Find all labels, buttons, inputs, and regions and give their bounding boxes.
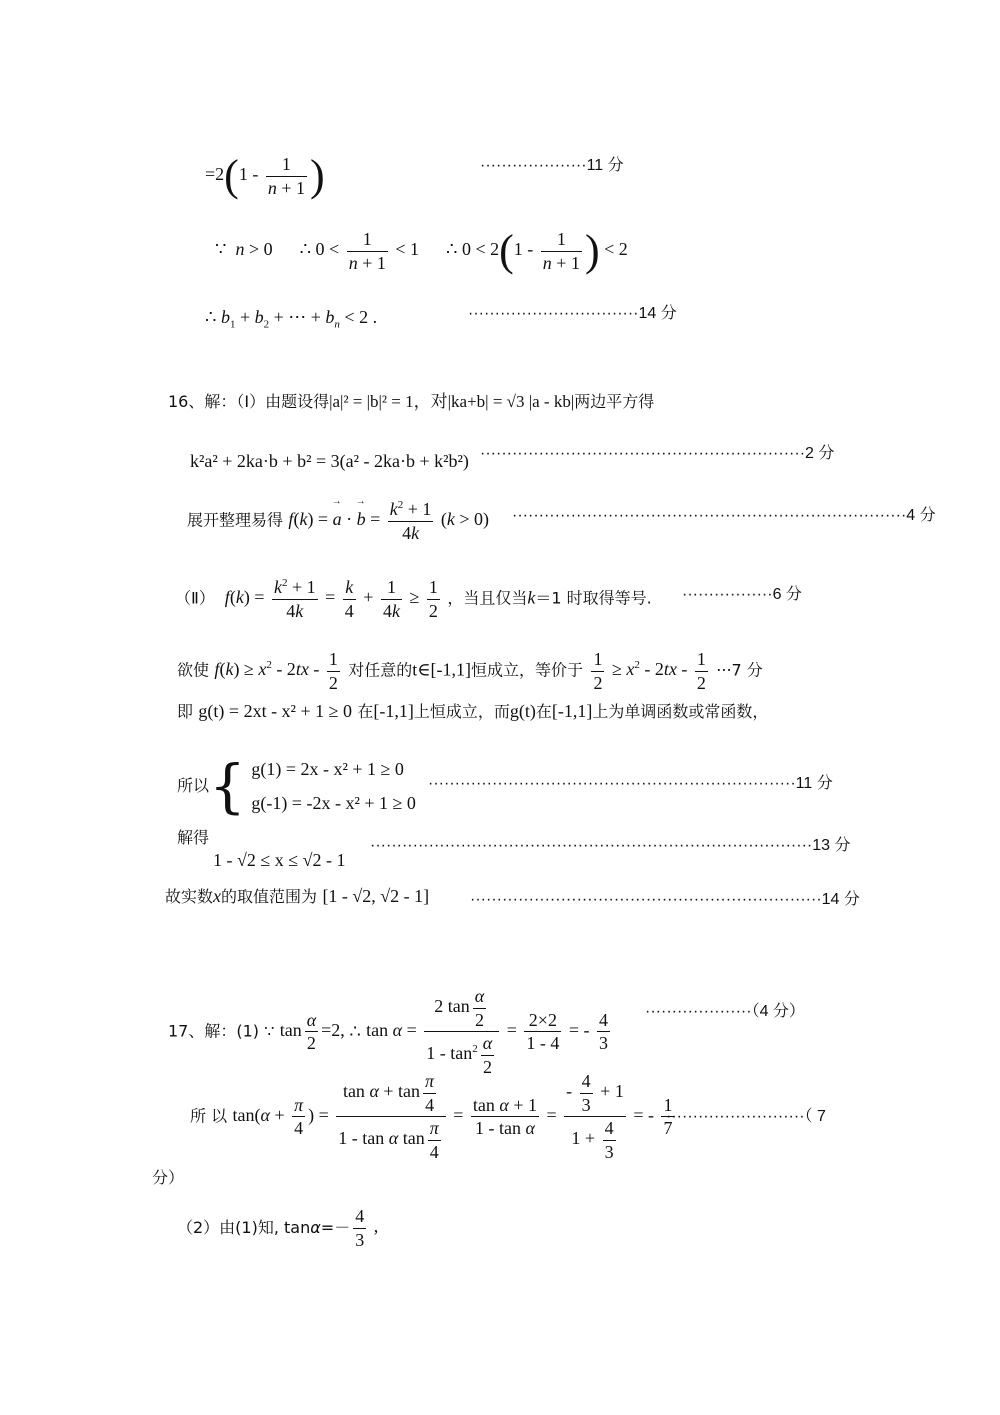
s15-line3: ∴ $b_1 + b_2$ + ⋯ + $b_n < 2$ . bbox=[205, 307, 378, 331]
s16-l8-c: 在 bbox=[357, 702, 374, 721]
s16-line7: 欲使 $f(k) \ge x^2 - 2tx$ - $\frac{1}{2}$ 对任意的t∈[-1,1]恒成立，等价于 $\frac{1}{2}$ ≥ $x^2 - 2tx$ - $\frac{1}{2}$ ···7 分 bbox=[177, 649, 763, 693]
s16-step2 bbox=[190, 452, 469, 470]
s16-l11-c: [1 - √2, √2 - 1] bbox=[322, 886, 430, 906]
s16-part2: （Ⅱ） f(k) = $\frac{k^2 + 1}{4k}$ = $\frac{k}{4}$ + $\frac{1}{4k}$ ≥ $\frac{1}{2}$ ，当且仅当k＝1 时取得等号. bbox=[175, 577, 652, 621]
s15-line1-score: ····················11 分 bbox=[480, 157, 624, 174]
s17-l2-label: 所 以 bbox=[190, 1106, 228, 1126]
s16-l11-b: 的取值范围为 bbox=[221, 887, 318, 906]
s16-l7-a: 欲使 bbox=[177, 660, 210, 680]
s15-line3-score: ································14 分 bbox=[468, 305, 677, 322]
s16-p2-label: （Ⅱ） bbox=[175, 588, 215, 608]
s16-l8-i: 上为单调函数或常函数， bbox=[592, 702, 769, 721]
s16-heading bbox=[168, 393, 654, 410]
s16-l8-e: 上恒成立，而 bbox=[413, 702, 510, 721]
s16-line11 bbox=[165, 887, 429, 906]
s17-line1: 17、解：(1) ∵ tan $\frac{\alpha}{2}$ =2, ∴ tan α = 2 tan $\frac{\alpha}{2}$ $1 - \tan^2$ $\frac{\alpha}{2}$ = $\frac{2\times 2}{1 - 4}$ = - $\frac{4}{3}$ bbox=[168, 986, 609, 1077]
s16-p2-score: ·················6 分 bbox=[682, 586, 802, 603]
s16-l10-expr: 1 - √2 ≤ x ≤ √2 - 1 bbox=[213, 850, 346, 870]
s16-step4-score: ··········································································4 分 bbox=[512, 507, 936, 524]
s16-head-eq: |ka+b| = √3 |a - kb| bbox=[447, 392, 575, 411]
s16-head: 16、解：（Ⅰ）由题设得 bbox=[168, 392, 330, 411]
s16-p2-text: ，当且仅当 bbox=[447, 588, 528, 608]
s16-l11-score: ··································································14 分 bbox=[470, 891, 860, 908]
s16-line10 bbox=[177, 828, 346, 870]
s16-l10-label: 解得 bbox=[177, 828, 210, 847]
s16-l11-x: x bbox=[213, 886, 222, 906]
s16-l8-g: 在 bbox=[535, 702, 552, 721]
s16-l7-c: t∈[-1,1] bbox=[412, 659, 472, 680]
s16-l8-a: 即 bbox=[177, 702, 194, 721]
s17-score2-tail: 分） bbox=[152, 1168, 185, 1187]
s17-therefore: ∴ bbox=[349, 1021, 361, 1042]
s16-l10-score: ···················································································13 分 bbox=[370, 837, 851, 854]
s16-l9-row1: g(1) = 2x - x² + 1 ≥ 0 bbox=[251, 759, 404, 779]
s16-l8-b: g(t) = 2xt - x² + 1 ≥ 0 bbox=[198, 701, 352, 721]
s16-l7-b: 对任意的 bbox=[348, 660, 413, 680]
s17-score2: ··························（ 7 bbox=[666, 1108, 826, 1125]
s16-l8-f: g(t) bbox=[509, 701, 536, 721]
s17-head: 17、解：(1) ∵ bbox=[168, 1021, 275, 1041]
s16-head-cond: |a|² = |b|² = 1，对 bbox=[329, 392, 448, 411]
s16-l9-label: 所以 bbox=[177, 776, 210, 796]
s17-line3: （2）由(1)知, tanα=－ $\frac{4}{3}$ , bbox=[177, 1206, 379, 1250]
s16-l8-d: [-1,1] bbox=[373, 701, 414, 721]
s16-line9: 所以{ g(1) = 2x - x² + 1 ≥ 0 g(-1) = -2x - x² + 1 ≥ 0 bbox=[177, 752, 416, 821]
s16-head-tail: 两边平方得 bbox=[574, 392, 655, 411]
s16-step4: 展开整理易得 f(k) = → a · → b = $\frac{k^2 + 1}{4k}$ (k > 0) bbox=[187, 498, 489, 544]
s16-step4-label: 展开整理易得 bbox=[187, 510, 284, 530]
s16-l8-h: [-1,1] bbox=[551, 701, 593, 721]
s17-score1: ····················（4 分） bbox=[645, 1003, 805, 1020]
s16-l7-score: ···7 分 bbox=[716, 660, 763, 680]
s16-l9-score: ·····································································11 分 bbox=[428, 775, 833, 792]
s16-p2-tail: ＝1 时取得等号. bbox=[535, 588, 652, 608]
s16-step2-score: ·····························································2 分 bbox=[480, 445, 835, 462]
s15-line1: =2(1 - $\frac{1}{n + 1}$ ) bbox=[205, 151, 325, 200]
s15-line2: ∵ n > 0 ∴ 0 < $\frac{1}{n + 1}$ < 1 ∴ 0 < 2(1 - $\frac{1}{n + 1}$ ) < 2 bbox=[215, 226, 628, 275]
s16-step2-expr: k²a² + 2ka·b + b² = 3(a² - 2ka·b + k²b²) bbox=[190, 451, 469, 471]
s16-l9-row2: g(-1) = -2x - x² + 1 ≥ 0 bbox=[251, 793, 416, 814]
s16-line8 bbox=[177, 702, 768, 721]
s16-l11-a: 故实数 bbox=[165, 887, 214, 906]
s17-line2: 所 以 tan(α + $\frac{\pi}{4}$ ) = tan α + tan $\frac{\pi}{4}$ 1 - tan α tan $\frac{\pi}{4}$ = $\frac{\text{tan α + 1}}{\text{1 - tan α}}$ = - $\frac{4}{3}$ + 1 1 + $\frac{4}{3}$ = - $\frac{1}{7}$ bbox=[190, 1071, 673, 1162]
s16-l7-d: 恒成立，等价于 bbox=[471, 660, 584, 680]
s16-p2-k: k bbox=[527, 587, 536, 608]
